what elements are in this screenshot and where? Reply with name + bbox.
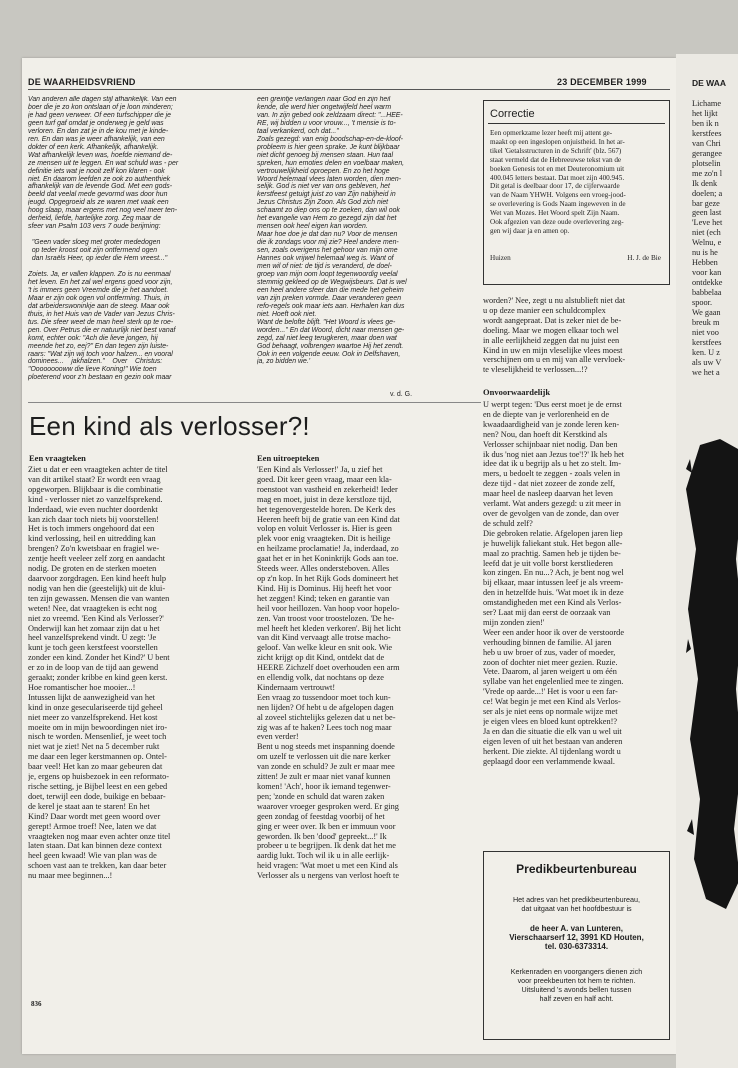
correctie-title: Correctie: [490, 108, 535, 120]
article-col3-top: worden?' Nee, zegt u nu alstublieft niet dat u op deze manier een schuldcomplex wordt aangepraat. Dat is zeker niet de be- doeling. Maar we mogen elkaar toch wel in alle eerlijkheid zeggen dat nu juist een Kind in uw en mijn vleselijke vlees moest verschijnen om u en mij van alle vervloek- te vleselijkheid te verlossen...!?: [483, 296, 626, 375]
header-rule: [28, 89, 670, 90]
pb-note-3: Uitsluitend 's avonds bellen tussen: [521, 985, 632, 994]
correctie-body: Een opmerkzame lezer heeft mij attent ge- maakt op een ingeslopen onjuistheid. In het ar- tikel 'Getalsstructuren in de Schrift' (blz. 567) staat vermeld dat de Hebreeuwse tekst van de boeken Genesis tot en met Deuteronomium uit 400.045 letters bestaat. Dat moet zijn 400.945. Dit getal is deelbaar door 17, de cijferwaarde van de Naam YHWH. Volgens een vroeg-jood- se overlevering is Gods Naam ingeweven in de Wet van Mozes. Het Woord spelt Zijn Naam. Ook afgezien van deze oude overlevering zeg- gen wij daar ja en amen op.: [490, 129, 626, 235]
next-page-header: DE WAA: [692, 78, 726, 88]
correctie-place: Huizen: [490, 254, 511, 262]
correctie-box: [483, 100, 670, 285]
pb-line-2: dat uitgaat van het hoofdbestuur is: [521, 904, 632, 913]
intro-signature: v. d. G.: [390, 391, 413, 398]
next-page-text: Lichame het lijkt ben ik n kerstfees van Chri gerangee plotselin me zo'n l Ik denk doelen; a bar geze geen last 'Leve het niet (ech Welnu, e nu is he Hebben voor kan ontdekke babbelaa spoor. We gaan breuk m niet voo kerstfees ken. U z als uw V we het a: [692, 99, 723, 377]
section-heading-uitroepteken: Een uitroepteken: [257, 453, 320, 463]
pb-note-2: voor preekbeurten tot hem te richten.: [517, 976, 636, 985]
intro-column-1: Van anderen alle dagen stijl afhankelijk. Van een boer die je zo kon ontslaan of je loon minderen; je had geen verweer. Of een turfschipper die je geen turf gaf omdat je onderweg je geld was verloren. En dan zat je in de kou met je kinde- ren. En dan was je weer afhankelijk, van een dokter of een kerk. Afhankelijk, afhankelijk. Wat afhankelijk leven was, hoefde niemand de- ze mensen uit te leggen. En wat schuld was - per definitie iets wat je nooit zelf kon klaren - ook niet. En daarom leefden ze ook zo authenthiek afhankelijk van de levende God. Met een gods- beeld dat veelal mede gevormd was door hun jeugd. Opgegroeid als ze waren met vaak een hoog slaap, maar ergens met nog veel meer ten- derheid, liefde, hartelijke zorg. Zeg maar de sfeer van Psalm 103 vers 7 oude berijming: "Geen vader sloeg met groter mededogen op teder kroost ooit zijn ontfermend ogen dan Israëls Heer, op ieder die Hem vreest..." Zoiets. Ja, er vallen klappen. Zo is nu eenmaal het leven. En het zal wel ergens goed voor zijn, 't is immers geen Vreemde die je het aandoet. Maar er zijn ook ogen vol ontferming. Thuis, in dat arbeiderswoninkje aan de steeg. Maar ook thuis, in het Huis van de Vader van Jezus Chris- tus. Die sfeer weet de man heel sterk op te roe- pen. Over Petrus die er natuurlijk niet best vanaf komt, echter ook: "Ach die lieve jongen, hij meende het zo, eej?" En dan tegen zijn luiste- raars: "Wat zijn wij toch voor halzen... en vooral dominees... jakhalzen." Over Christus: "Ooooooooww die lieve Koning!" Wie toen ploeterend voor z'n bestaan en gezin ook maar: [28, 96, 179, 382]
correctie-author: H. J. de Bie: [627, 254, 661, 262]
pb-contact-phone: tel. 030-6373314.: [544, 942, 609, 951]
pb-line-1: Het adres van het predikbeurtenbureau,: [512, 895, 641, 904]
publication-name: DE WAARHEIDSVRIEND: [28, 77, 136, 87]
ink-blot-image: [686, 439, 738, 909]
correctie-rule: [488, 123, 665, 124]
article-col3-bottom: U werpt tegen: 'Dus eerst moet je de ernst en de diepte van je verlorenheid en de kwaadaardigheid van je zonde leren ken- nen? Nou, dan hoeft dit Kerstkind als Verlosser schijnbaar niet nodig. Dan ben ik dus 'nog niet aan Jezus toe'!?' Ik heb het idee dat ik u begrijp als u het zo stelt. Im- mers, u bedoelt te zeggen - zoals velen in deze tijd - dat niet zozeer de zonde zelf, maar heel de nasleep daarvan het leven verlamt. Wat anders gezegd: u zit meer in over de gevolgen van de zonde, dan over de schuld zelf? Die gebroken relatie. Afgelopen jaren liep je huwelijk faliekant stuk. Het begon alle- maal zo prachtig. Samen heb je tijden be- leefd dat je uit volle borst kerstliederen kon zingen. En nu...? Ach, je bent nog wel bij elkaar, maar intussen leef je als vreem- den in hetzelfde huis. 'Wat moet ik in deze omstandigheden met een Kind als Verlos- ser? Laat mij dan eerst de oorzaak van mijn zonden zien!' Weer een ander hoor ik over de verstoorde verhouding binnen de familie. Al jaren heb u uw broer of zus, vader of moeder, zoon of dochter niet meer gezien. Ruzie. Vete. Daarom, al jaren weigert u om één syllabe van het engelenlied mee te zingen. 'Vrede op aarde...!' Het is voor u een far- ce! Wat begin je met een Kind als Verlos- ser als je niet eens op normale wijze met je eigen vlees en bloed kunt optrekken!? Ja en dan die situatie die elk van u wel uit eigen leven of uit het bestaan van anderen herkent. Die ziekte. Al tijdenlang wordt u geplaagd door een verlammende kwaal.: [483, 400, 625, 766]
intro-separator: [28, 402, 481, 403]
intro-column-2: een greintje verlangen naar God en zijn heil kende, die werd hier ongetwijfeld heel warm van. In zijn gebed ook zeldzaam direct: "...HEE- RE, wij bidden u voor vrouw..., 't mensie is to- taal verkankerd, och dat..." Zoals gezegd: van enig boodschap-en-de-kloof- probleem is hier geen sprake. Je kunt blijkbaar niet dicht genoeg bij mensen staan. Hun taal spreken, hun emoties delen en voelbaar maken, vertrouwelijkheid oproepen. En zo het hoge Woord helemaal vlees laten worden, dien men- selijk. God is niet ver van ons gebleven, het kerstfeest getuigt juist zo van Zijn nabijheid in Jezus Christus Zijn Zoon. Als God zich niet schaamt zo diep ons op te zoeken, dan wil ook het evangelie van Hem zo gezegd zijn dat het mensen ook heel eigen kan worden. Maar hoe doe je dat dan nu? Voor de mensen die ik zondags voor mij zie? Heel andere men- sen, zoals overigens het gehoor van mijn ome Hannes ook vrijwel helemaal weg is. Want of men wil of niet: de tijd is veranderd, de doel- groep van mijn oom loopt tegenwoordig veelal stemmig gekleed op de Wegwijsbeurs. Dat is wel een heel andere sfeer dan die mede het geheim van zijn preken vormde. Daar veranderen geen refo-regels ook maar iets aan. Herhalen kan dus niet. Hoeft ook niet. Want de beloftе blijft. "Het Woord is vlees ge- worden..." En dat Woord, dicht naar mensen ge- zegd, zal niet leeg terugkeren, maar doen wat God behaagt, volbrengen waartoe Hij het zendt. Ook in een volgende eeuw. Ook in Delfshaven, ja, zo bidden we.': [257, 96, 407, 366]
article-title: Een kind als verlosser?!: [29, 411, 310, 441]
pb-note-1: Kerkenraden en voorgangers dienen zich: [510, 967, 643, 976]
section-heading-vraagteken: Een vraagteken: [29, 453, 86, 463]
predikbeurtenbureau-title: Predikbeurtenbureau: [516, 862, 637, 876]
pb-contact-address: Vierschaarserf 12, 3991 KD Houten,: [509, 933, 644, 942]
pb-note-4: half zeven en half acht.: [539, 994, 614, 1003]
article-col1: Ziet u dat er een vraagteken achter de titel van dit artikel staat? Er wordt een vraag opgeworpen. Blijkbaar is die combinatie kind - verlosser niet zo vanzelfsprekend. Inderdaad, wie even nuchter doordenkt kan zich daar toch niets bij voorstellen! Het is toch immers ongehoord dat een kind verlossing, heil en uitredding kan brengen? Zo'n kwetsbaar en fragiel we- zentje heeft veeleer zelf zorg en aandacht nodig. De groten en de sterken moeten daarvoor zorgdragen. Een kind heeft hulp nodig van hen die (geestelijk) uit de klui- ten zijn gewassen. Mensen die van wanten weten! Nee, dat vraagteken is echt nog niet zo vreemd. 'Een Kind als Verlosser?' Onderwijl kan het zomaar zijn dat u het heel vanzelfsprekend vindt. U zegt: 'Je kunt je toch geen kerstfeest voorstellen zonder een kind. Zonder het Kind?' U bent er zo in de loop van de tijd aan gewend geraakt; zonder kribbe en kind geen kerst. Hoe romantischer hoe mooier...! Intussen lijkt de aanwezigheid van het kind in onze geseculariseerde tijd geheel niet meer zo vanzelfsprekend. Het kost moeite om in mijn bewoordingen niet iro- nisch te worden. Mensenlief, je weet toch niet wat je ziet! Net na 5 december rukt me daar een leger kerstmannen op. Ontel- baar veel! Het kan zo maar gebeuren dat je, ergens op huisbezoek in een reformato- rische setting, je Bijbel leest en een gebed doet, terwijl een dode, buikige en bebaar- de kerel je staat aan te staren! En het Kind? Daar wordt met geen woord over gerept! Armoe troef! Nee, laten we dat vraagteken nog maar even achter onze titel laten staan. Dat kan binnen deze context heel geen kwaad! Wie van plan was de schoen vast aan te trekken, kan daar beter nu maar mee beginnen...!: [28, 465, 171, 881]
article-col2: 'Een Kind als Verlosser!' Ja, u zief het goed. Dit keer geen vraag, maar een kla- roenstoot van vastheid en zekerheid! Ieder mag en moet, juist in deze kerstloze tijd, het tegenovergestelde horen. De Kerk des Heeren heeft bij de gratie van een Kind dat volop en voluit Verlosser is. Hier is geen plek voor enig vraagteken. Dit is heilige en heilzame proclamatie! Ja, inderdaad, zo gaat het er in het Koninkrijk Gods aan toe. Steeds weer. Alles ondersteboven. Alles op z'n kop. In het Rijk Gods domineert het Kind. Hij is Dominus. Hij heeft het voor het zeggen! Kind; teken en garantie van heil voor heillozen. Van hoop voor hopelo- zen. Van troost voor troostelozen. 'De he- mel heeft het kleden verkoren'. Bij het licht van dit Kind vervaagt alle trotse macho- geloof. Van welke kleur en snit ook. Wie zicht krijgt op dit Kind, ontdekt dat de HEERE Zichzelf doet overhouden een arm en ellendig volk, dat nochtans op deze Kindernaam vertrouwt! Een vraag zo tussendoor moet toch kun- nen lijden? Of hebt u de afgelopen dagen al zoveel stichtelijks gelezen dat u net be- zig was af te haken? Lees toch nog maar even verder! Bent u nog steeds met inspanning doende om uzelf te verlossen uit die nare kerker van zonde en schuld? Je zult er maar mee zitten! Je zult er maar niet vanaf kunnen komen! 'Ach', hoor ik iemand tegenwer- pen; 'zonde en schuld dat waren zaken waarover vroeger gesproken werd. Er ging geen zondag of feestdag voorbij of het ging er weer over. Ik ben er immuun voor geworden. Ik ben 'dood' gepreekt...!' Ik probeer u te begrijpen. Ik denk dat het me aardig lukt. Toch wil ik u in alle eerlijk- heid vragen: 'Wat moet u met een Kind als Verlosser als u nergens van verlost hoeft te: [257, 465, 401, 881]
pb-contact-name: de heer A. van Lunteren,: [529, 924, 624, 933]
issue-date: 23 DECEMBER 1999: [557, 77, 647, 87]
next-page-edge: [676, 54, 738, 1068]
page-number: 836: [31, 1000, 42, 1008]
newspaper-page: [22, 58, 676, 1054]
predikbeurtenbureau-box: [483, 851, 670, 1040]
section-heading-onvoorwaardelijk: Onvoorwaardelijk: [483, 387, 551, 397]
